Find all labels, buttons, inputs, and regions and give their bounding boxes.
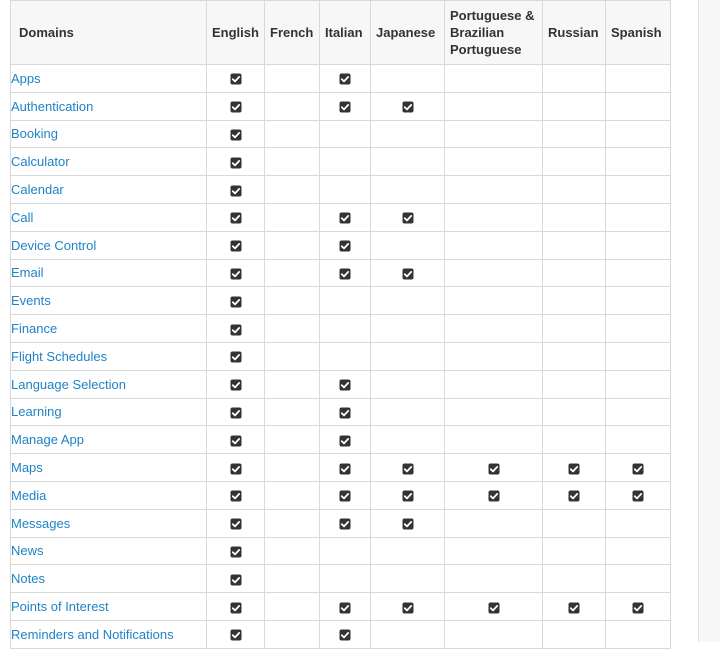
domain-cell xyxy=(11,203,207,231)
header-japanese: Japanese xyxy=(371,1,445,65)
checkbox-checked-icon xyxy=(632,490,644,502)
support-cell xyxy=(606,65,671,93)
support-cell xyxy=(445,176,543,204)
support-cell xyxy=(543,481,606,509)
domain-link[interactable]: Manage App xyxy=(11,432,85,448)
checkbox-checked-icon xyxy=(230,185,242,197)
support-cell xyxy=(371,315,445,343)
support-cell xyxy=(320,509,371,537)
checkbox-checked-icon xyxy=(230,296,242,308)
support-cell xyxy=(320,148,371,176)
support-cell xyxy=(207,537,265,565)
domain-cell xyxy=(11,120,207,148)
support-cell xyxy=(371,92,445,120)
support-cell xyxy=(371,176,445,204)
table-row xyxy=(11,481,671,509)
support-cell xyxy=(207,620,265,648)
table-row xyxy=(11,537,671,565)
checkbox-checked-icon xyxy=(339,629,351,641)
domain-link[interactable]: Booking xyxy=(11,126,58,142)
support-cell xyxy=(543,370,606,398)
support-cell xyxy=(207,342,265,370)
domain-cell xyxy=(11,509,207,537)
checkbox-checked-icon xyxy=(339,435,351,447)
support-cell xyxy=(265,315,320,343)
table-row xyxy=(11,287,671,315)
support-cell xyxy=(320,537,371,565)
support-cell xyxy=(320,342,371,370)
support-cell xyxy=(445,481,543,509)
checkbox-checked-icon xyxy=(230,212,242,224)
table-row xyxy=(11,92,671,120)
table-row xyxy=(11,176,671,204)
table-row xyxy=(11,509,671,537)
checkbox-checked-icon xyxy=(339,212,351,224)
support-cell xyxy=(207,176,265,204)
domain-link[interactable]: Device Control xyxy=(11,237,97,253)
domain-link[interactable]: Notes xyxy=(11,571,45,587)
support-cell xyxy=(543,120,606,148)
support-cell xyxy=(320,203,371,231)
support-cell xyxy=(207,509,265,537)
support-cell xyxy=(606,92,671,120)
domain-link[interactable]: Call xyxy=(11,209,34,225)
support-cell xyxy=(265,398,320,426)
domain-link[interactable]: Authentication xyxy=(11,98,94,114)
table-row xyxy=(11,231,671,259)
support-cell xyxy=(371,203,445,231)
table-row xyxy=(11,315,671,343)
support-cell xyxy=(320,259,371,287)
support-cell xyxy=(543,287,606,315)
domain-link[interactable]: Flight Schedules xyxy=(11,348,108,364)
checkbox-checked-icon xyxy=(339,101,351,113)
support-cell xyxy=(543,509,606,537)
support-cell xyxy=(543,148,606,176)
support-cell xyxy=(265,537,320,565)
support-cell xyxy=(265,92,320,120)
support-cell xyxy=(445,65,543,93)
support-cell xyxy=(320,120,371,148)
support-cell xyxy=(543,342,606,370)
checkbox-checked-icon xyxy=(339,268,351,280)
checkbox-checked-icon xyxy=(230,463,242,475)
support-cell xyxy=(265,259,320,287)
domain-cell xyxy=(11,398,207,426)
domain-cell xyxy=(11,92,207,120)
support-cell xyxy=(445,148,543,176)
support-cell xyxy=(371,287,445,315)
domain-cell xyxy=(11,315,207,343)
support-cell xyxy=(265,426,320,454)
support-cell xyxy=(445,565,543,593)
checkbox-checked-icon xyxy=(230,101,242,113)
support-cell xyxy=(320,287,371,315)
table-row xyxy=(11,148,671,176)
support-cell xyxy=(207,231,265,259)
support-cell xyxy=(320,92,371,120)
support-cell xyxy=(543,537,606,565)
support-cell xyxy=(265,481,320,509)
checkbox-checked-icon xyxy=(339,463,351,475)
domain-cell xyxy=(11,454,207,482)
table-row xyxy=(11,65,671,93)
domain-link[interactable]: Maps xyxy=(11,460,43,476)
support-cell xyxy=(320,593,371,621)
checkbox-checked-icon xyxy=(568,490,580,502)
support-cell xyxy=(606,176,671,204)
support-cell xyxy=(445,342,543,370)
header-french: French xyxy=(265,1,320,65)
support-cell xyxy=(207,565,265,593)
support-cell xyxy=(606,231,671,259)
support-cell xyxy=(265,593,320,621)
domain-cell xyxy=(11,287,207,315)
support-cell xyxy=(371,231,445,259)
support-cell xyxy=(445,259,543,287)
domain-link[interactable]: Finance xyxy=(11,321,58,337)
support-cell xyxy=(207,92,265,120)
support-cell xyxy=(265,565,320,593)
support-cell xyxy=(320,481,371,509)
support-cell xyxy=(543,92,606,120)
support-cell xyxy=(207,120,265,148)
domain-cell xyxy=(11,148,207,176)
domain-cell xyxy=(11,65,207,93)
domain-cell xyxy=(11,259,207,287)
checkbox-checked-icon xyxy=(230,518,242,530)
checkbox-checked-icon xyxy=(632,463,644,475)
checkbox-checked-icon xyxy=(632,602,644,614)
domain-cell xyxy=(11,426,207,454)
table-row xyxy=(11,620,671,648)
checkbox-checked-icon xyxy=(230,435,242,447)
checkbox-checked-icon xyxy=(488,602,500,614)
table-row xyxy=(11,203,671,231)
support-cell xyxy=(606,148,671,176)
domain-link[interactable]: Reminders and Notifications xyxy=(11,626,174,642)
support-cell xyxy=(371,370,445,398)
support-cell xyxy=(371,454,445,482)
support-cell xyxy=(606,315,671,343)
support-cell xyxy=(371,593,445,621)
language-support-table xyxy=(10,0,671,649)
support-cell xyxy=(265,509,320,537)
support-cell xyxy=(543,565,606,593)
support-cell xyxy=(371,148,445,176)
support-cell xyxy=(445,231,543,259)
support-cell xyxy=(606,481,671,509)
support-cell xyxy=(445,370,543,398)
support-cell xyxy=(320,176,371,204)
support-cell xyxy=(445,620,543,648)
support-cell xyxy=(606,426,671,454)
support-cell xyxy=(265,203,320,231)
checkbox-checked-icon xyxy=(230,324,242,336)
checkbox-checked-icon xyxy=(402,101,414,113)
domain-cell xyxy=(11,176,207,204)
support-cell xyxy=(320,370,371,398)
scroll-rail[interactable] xyxy=(698,0,720,642)
checkbox-checked-icon xyxy=(402,463,414,475)
checkbox-checked-icon xyxy=(402,212,414,224)
support-cell xyxy=(543,231,606,259)
checkbox-checked-icon xyxy=(402,518,414,530)
support-cell xyxy=(445,315,543,343)
header-portuguese: Portuguese & Brazilian Portuguese xyxy=(445,1,543,65)
table-row xyxy=(11,259,671,287)
support-cell xyxy=(445,509,543,537)
support-cell xyxy=(320,231,371,259)
domain-cell xyxy=(11,231,207,259)
support-cell xyxy=(207,593,265,621)
support-cell xyxy=(445,203,543,231)
checkbox-checked-icon xyxy=(339,379,351,391)
checkbox-checked-icon xyxy=(230,407,242,419)
support-cell xyxy=(207,370,265,398)
checkbox-checked-icon xyxy=(230,490,242,502)
support-cell xyxy=(371,259,445,287)
support-cell xyxy=(265,120,320,148)
support-cell xyxy=(543,593,606,621)
support-cell xyxy=(371,426,445,454)
support-cell xyxy=(265,620,320,648)
support-cell xyxy=(543,203,606,231)
checkbox-checked-icon xyxy=(402,490,414,502)
support-cell xyxy=(543,620,606,648)
support-cell xyxy=(445,120,543,148)
support-cell xyxy=(265,231,320,259)
domain-link[interactable]: Learning xyxy=(11,404,62,420)
support-cell xyxy=(445,398,543,426)
support-cell xyxy=(606,370,671,398)
support-cell xyxy=(265,370,320,398)
support-cell xyxy=(543,176,606,204)
checkbox-checked-icon xyxy=(230,129,242,141)
domain-cell xyxy=(11,481,207,509)
checkbox-checked-icon xyxy=(230,379,242,391)
header-english: English xyxy=(207,1,265,65)
checkbox-checked-icon xyxy=(339,518,351,530)
table-row xyxy=(11,426,671,454)
checkbox-checked-icon xyxy=(230,629,242,641)
header-italian: Italian xyxy=(320,1,371,65)
support-cell xyxy=(606,454,671,482)
support-cell xyxy=(265,176,320,204)
checkbox-checked-icon xyxy=(230,602,242,614)
table-row xyxy=(11,454,671,482)
domain-cell xyxy=(11,620,207,648)
domain-link[interactable]: Language Selection xyxy=(11,376,126,392)
domain-cell xyxy=(11,593,207,621)
support-cell xyxy=(207,426,265,454)
support-cell xyxy=(320,315,371,343)
support-cell xyxy=(207,287,265,315)
support-cell xyxy=(371,620,445,648)
support-cell xyxy=(543,65,606,93)
checkbox-checked-icon xyxy=(230,268,242,280)
support-cell xyxy=(543,315,606,343)
support-cell xyxy=(371,565,445,593)
domain-link[interactable]: Calendar xyxy=(11,182,64,198)
header-row xyxy=(11,1,671,65)
support-cell xyxy=(543,454,606,482)
support-cell xyxy=(606,287,671,315)
support-cell xyxy=(265,65,320,93)
checkbox-checked-icon xyxy=(402,602,414,614)
support-cell xyxy=(606,259,671,287)
support-cell xyxy=(320,426,371,454)
support-cell xyxy=(207,148,265,176)
checkbox-checked-icon xyxy=(230,351,242,363)
domain-link[interactable]: Email xyxy=(11,265,44,281)
checkbox-checked-icon xyxy=(339,602,351,614)
support-cell xyxy=(320,454,371,482)
checkbox-checked-icon xyxy=(339,407,351,419)
support-cell xyxy=(371,509,445,537)
support-cell xyxy=(371,537,445,565)
support-cell xyxy=(265,148,320,176)
domain-link[interactable]: Calculator xyxy=(11,154,70,170)
support-cell xyxy=(606,203,671,231)
support-cell xyxy=(606,565,671,593)
table-row xyxy=(11,120,671,148)
support-cell xyxy=(207,315,265,343)
support-cell xyxy=(207,398,265,426)
table-row xyxy=(11,565,671,593)
support-cell xyxy=(606,120,671,148)
domain-cell xyxy=(11,342,207,370)
support-cell xyxy=(445,287,543,315)
support-cell xyxy=(445,593,543,621)
domain-link[interactable]: Media xyxy=(11,487,47,503)
table-row xyxy=(11,398,671,426)
support-cell xyxy=(606,620,671,648)
support-cell xyxy=(543,398,606,426)
support-cell xyxy=(543,259,606,287)
support-cell xyxy=(606,342,671,370)
checkbox-checked-icon xyxy=(230,73,242,85)
support-cell xyxy=(371,481,445,509)
support-cell xyxy=(265,287,320,315)
domain-link[interactable]: Apps xyxy=(11,70,41,86)
table-row xyxy=(11,370,671,398)
support-cell xyxy=(606,537,671,565)
domain-link[interactable]: Events xyxy=(11,293,51,309)
domain-link[interactable]: Messages xyxy=(11,515,71,531)
support-cell xyxy=(606,509,671,537)
checkbox-checked-icon xyxy=(230,546,242,558)
domain-cell xyxy=(11,537,207,565)
support-cell xyxy=(445,92,543,120)
support-cell xyxy=(207,454,265,482)
support-cell xyxy=(320,65,371,93)
support-cell xyxy=(207,481,265,509)
support-cell xyxy=(320,398,371,426)
header-russian: Russian xyxy=(543,1,606,65)
checkbox-checked-icon xyxy=(488,463,500,475)
domain-link[interactable]: News xyxy=(11,543,44,559)
checkbox-checked-icon xyxy=(230,574,242,586)
table-row xyxy=(11,342,671,370)
support-cell xyxy=(445,454,543,482)
support-cell xyxy=(543,426,606,454)
header-spanish: Spanish xyxy=(606,1,671,65)
table-body xyxy=(11,65,671,649)
support-cell xyxy=(207,259,265,287)
support-cell xyxy=(320,620,371,648)
checkbox-checked-icon xyxy=(568,463,580,475)
domain-cell xyxy=(11,370,207,398)
support-cell xyxy=(207,203,265,231)
support-cell xyxy=(265,454,320,482)
checkbox-checked-icon xyxy=(568,602,580,614)
checkbox-checked-icon xyxy=(339,73,351,85)
support-cell xyxy=(445,426,543,454)
checkbox-checked-icon xyxy=(230,240,242,252)
support-cell xyxy=(207,65,265,93)
checkbox-checked-icon xyxy=(339,490,351,502)
support-cell xyxy=(371,120,445,148)
domain-cell xyxy=(11,565,207,593)
support-cell xyxy=(606,398,671,426)
table-row xyxy=(11,593,671,621)
support-cell xyxy=(606,593,671,621)
header-domains: Domains xyxy=(11,1,207,65)
support-cell xyxy=(371,398,445,426)
support-cell xyxy=(265,342,320,370)
checkbox-checked-icon xyxy=(488,490,500,502)
checkbox-checked-icon xyxy=(339,240,351,252)
support-cell xyxy=(371,342,445,370)
support-cell xyxy=(371,65,445,93)
domain-link[interactable]: Points of Interest xyxy=(11,599,109,615)
support-cell xyxy=(445,537,543,565)
support-cell xyxy=(320,565,371,593)
checkbox-checked-icon xyxy=(402,268,414,280)
checkbox-checked-icon xyxy=(230,157,242,169)
